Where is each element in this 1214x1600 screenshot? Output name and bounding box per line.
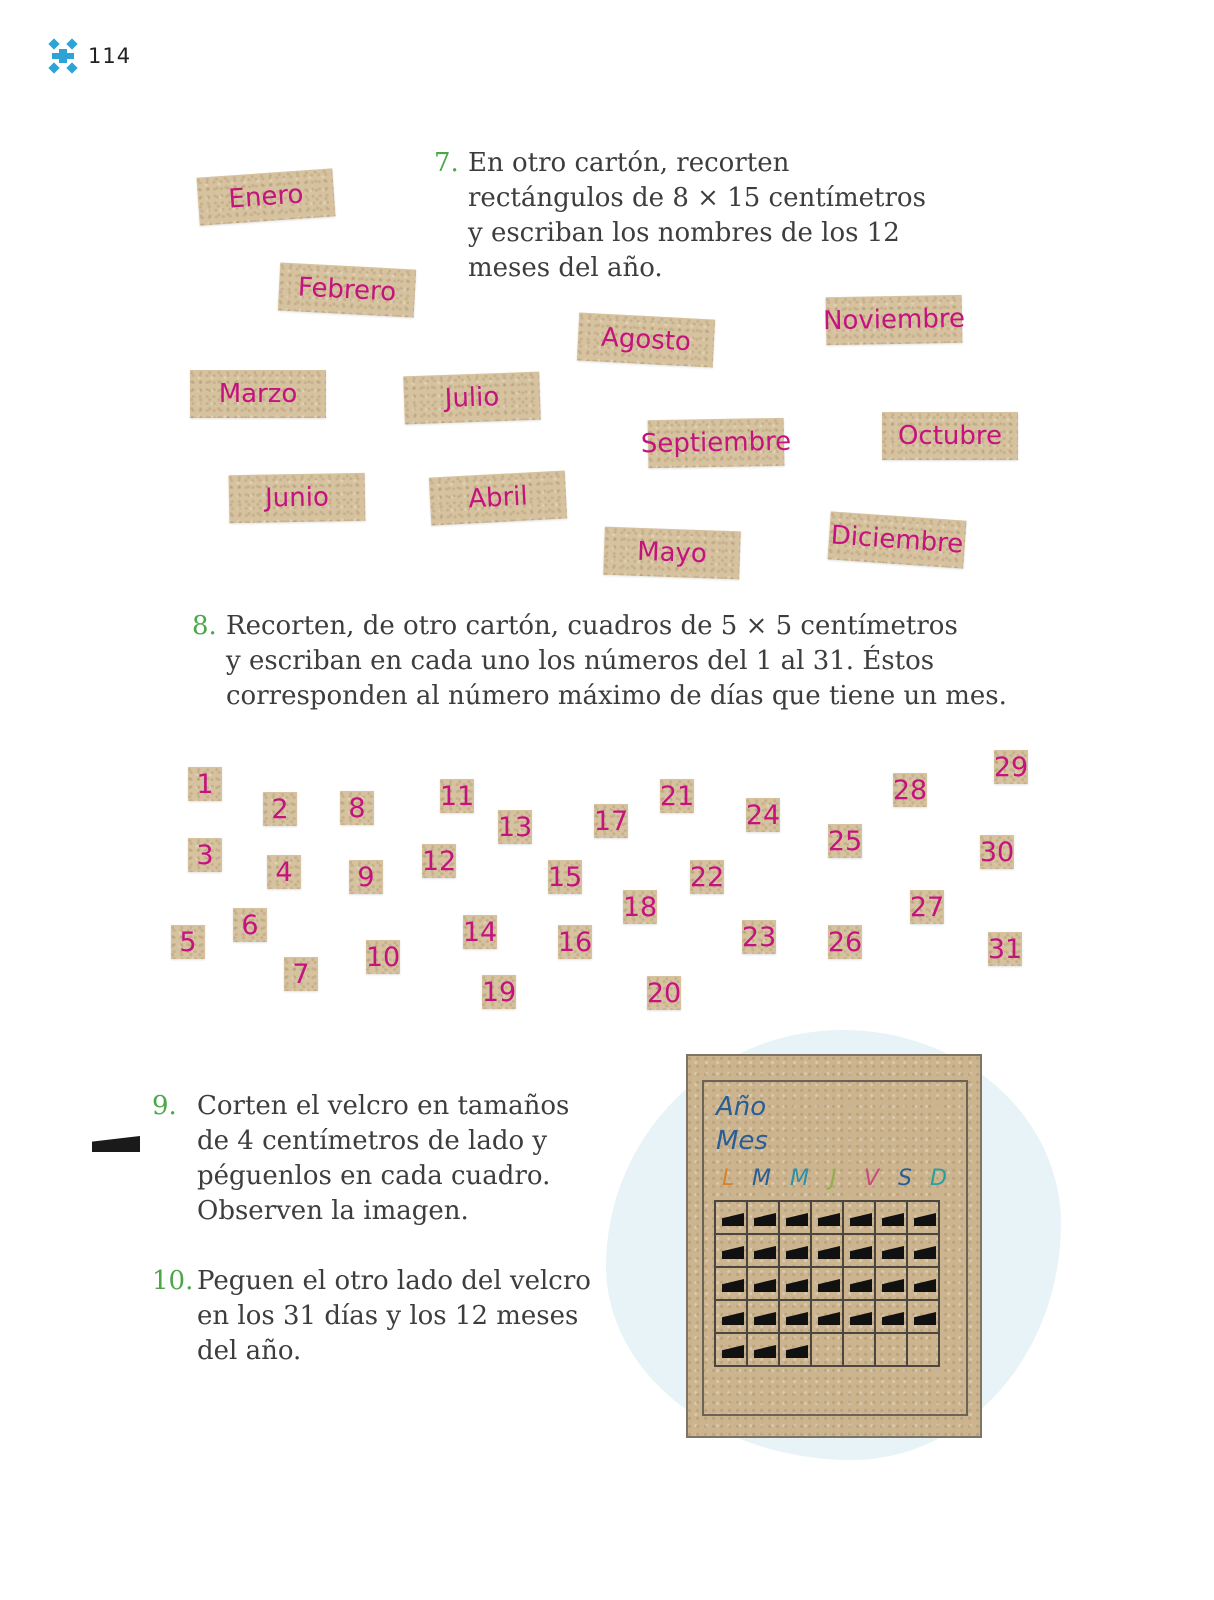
- day-card: 14: [462, 916, 498, 948]
- month-card: Septiembre: [648, 418, 785, 468]
- velcro-piece: [722, 1345, 744, 1358]
- day-card: 26: [827, 926, 863, 958]
- day-card: 31: [987, 933, 1023, 965]
- month-card: Junio: [229, 473, 366, 523]
- day-card: 2: [263, 792, 297, 826]
- day-card: 9: [349, 860, 383, 894]
- month-card: Marzo: [190, 370, 326, 418]
- velcro-piece: [818, 1246, 840, 1259]
- weekday-letter: J: [830, 1166, 837, 1191]
- month-card: Julio: [403, 372, 541, 425]
- page-number: 114: [88, 44, 132, 68]
- day-card: 25: [827, 825, 863, 857]
- step-number: 9.: [152, 1091, 177, 1121]
- month-card: Enero: [196, 168, 335, 225]
- step-text-line: Observen la imagen.: [197, 1196, 469, 1226]
- day-card: 11: [439, 780, 475, 812]
- velcro-piece: [850, 1213, 872, 1226]
- velcro-piece: [722, 1279, 744, 1292]
- calendar-cell: [747, 1201, 779, 1234]
- step-text-line: rectángulos de 8 × 15 centímetros: [468, 183, 926, 213]
- velcro-piece: [914, 1279, 936, 1292]
- velcro-piece: [754, 1279, 776, 1292]
- weekday-letter: L: [722, 1166, 735, 1191]
- month-card: Octubre: [882, 412, 1018, 460]
- step-text-line: En otro cartón, recorten: [468, 148, 790, 178]
- calendar-cell: [907, 1300, 939, 1333]
- day-card: 8: [340, 791, 374, 825]
- day-card: 24: [745, 799, 781, 831]
- calendar-cell: [715, 1234, 747, 1267]
- day-card: 19: [481, 976, 517, 1008]
- calendar-cell: [779, 1234, 811, 1267]
- calendar-cell: [811, 1267, 843, 1300]
- velcro-piece: [850, 1312, 872, 1325]
- velcro-piece: [722, 1213, 744, 1226]
- day-card: 15: [547, 861, 583, 893]
- calendar-cell: [907, 1234, 939, 1267]
- month-card: Diciembre: [827, 511, 966, 568]
- velcro-piece: [754, 1246, 776, 1259]
- calendar-cell: [715, 1333, 747, 1366]
- velcro-piece: [818, 1279, 840, 1292]
- calendar-cell: [843, 1201, 875, 1234]
- step-text-line: Corten el velcro en tamaños: [197, 1091, 570, 1121]
- calendar-cell: [843, 1234, 875, 1267]
- calendar-cell: [811, 1234, 843, 1267]
- day-card: 10: [365, 941, 401, 973]
- velcro-piece: [914, 1246, 936, 1259]
- day-card: 20: [646, 977, 682, 1009]
- calendar-cell: [875, 1201, 907, 1234]
- calendar-cell: [875, 1333, 907, 1366]
- day-card: 7: [284, 957, 318, 991]
- day-card: 4: [267, 855, 301, 889]
- calendar-cell: [779, 1333, 811, 1366]
- step-text-line: Recorten, de otro cartón, cuadros de 5 × 5 centímetros: [226, 611, 958, 641]
- day-card: 29: [993, 751, 1029, 783]
- day-card: 18: [622, 891, 658, 923]
- calendar-cell: [875, 1234, 907, 1267]
- calendar-row: [715, 1201, 939, 1234]
- step-text-line: y escriban los nombres de los 12: [468, 218, 900, 248]
- day-card: 22: [689, 861, 725, 893]
- velcro-piece: [786, 1345, 808, 1358]
- calendar-cell: [811, 1300, 843, 1333]
- step-text-line: del año.: [197, 1336, 302, 1366]
- calendar-cell: [715, 1201, 747, 1234]
- velcro-piece: [722, 1312, 744, 1325]
- step-text-line: en los 31 días y los 12 meses: [197, 1301, 579, 1331]
- velcro-piece: [786, 1246, 808, 1259]
- day-card: 1: [188, 767, 222, 801]
- month-card: Mayo: [603, 527, 741, 580]
- velcro-piece: [914, 1312, 936, 1325]
- calendar-grid: [714, 1200, 940, 1367]
- step-text-line: meses del año.: [468, 253, 663, 283]
- month-card: Noviembre: [826, 295, 963, 345]
- step-number: 10.: [152, 1266, 194, 1296]
- calendar-cell: [779, 1201, 811, 1234]
- calendar-cell: [907, 1267, 939, 1300]
- velcro-piece: [914, 1213, 936, 1226]
- day-card: 28: [892, 774, 928, 806]
- calendar-row: [715, 1300, 939, 1333]
- weekday-letter: M: [752, 1166, 771, 1191]
- step-text-line: de 4 centímetros de lado y: [197, 1126, 548, 1156]
- month-card: Abril: [429, 470, 567, 525]
- weekday-letter: M: [790, 1166, 809, 1191]
- velcro-piece: [818, 1213, 840, 1226]
- month-velcro: [92, 1136, 140, 1152]
- page-header: [48, 38, 131, 74]
- calendar-cell: [875, 1300, 907, 1333]
- calendar-row: [715, 1333, 939, 1366]
- day-card: 27: [909, 891, 945, 923]
- calendar-cell: [747, 1234, 779, 1267]
- velcro-piece: [786, 1279, 808, 1292]
- day-card: 21: [659, 780, 695, 812]
- day-card: 16: [557, 926, 593, 958]
- calendar-cell: [811, 1201, 843, 1234]
- instruction-step-7: [434, 146, 934, 286]
- year-label: Año: [716, 1092, 767, 1122]
- month-card: Febrero: [278, 262, 416, 317]
- step-text-line: péguenlos en cada cuadro.: [197, 1161, 551, 1191]
- step-text-line: Peguen el otro lado del velcro: [197, 1266, 591, 1296]
- day-card: 23: [741, 921, 777, 953]
- calendar-cell: [843, 1333, 875, 1366]
- step-number: 8.: [192, 611, 217, 641]
- calendar-cell: [779, 1300, 811, 1333]
- calendar-cell: [779, 1267, 811, 1300]
- calendar-cell: [875, 1267, 907, 1300]
- step-number: 7.: [434, 148, 459, 178]
- day-card: 3: [188, 838, 222, 872]
- calendar-cell: [843, 1300, 875, 1333]
- calendar-cell: [715, 1300, 747, 1333]
- velcro-piece: [754, 1312, 776, 1325]
- month-card: Agosto: [577, 312, 715, 367]
- day-card: 12: [421, 845, 457, 877]
- velcro-piece: [882, 1279, 904, 1292]
- weekday-letter: V: [864, 1166, 880, 1191]
- velcro-piece: [754, 1213, 776, 1226]
- velcro-piece: [722, 1246, 744, 1259]
- instruction-step-8: [192, 609, 1032, 714]
- calendar-row: [715, 1267, 939, 1300]
- velcro-piece: [754, 1345, 776, 1358]
- velcro-piece: [850, 1279, 872, 1292]
- calendar-cell: [715, 1267, 747, 1300]
- weekday-letter: S: [898, 1166, 912, 1191]
- calendar-cell: [747, 1300, 779, 1333]
- day-card: 13: [497, 811, 533, 843]
- month-label: Mes: [716, 1126, 768, 1156]
- calendar-cell: [907, 1333, 939, 1366]
- instruction-step-9: [152, 1089, 592, 1229]
- step-text-line: corresponden al número máximo de días que tiene un mes.: [226, 681, 1007, 711]
- velcro-piece: [882, 1213, 904, 1226]
- calendar-cell: [747, 1333, 779, 1366]
- calendar-cell: [907, 1201, 939, 1234]
- velcro-piece: [882, 1246, 904, 1259]
- velcro-piece: [818, 1312, 840, 1325]
- calendar-cell: [811, 1333, 843, 1366]
- day-card: 6: [233, 908, 267, 942]
- velcro-piece: [786, 1312, 808, 1325]
- day-card: 30: [979, 836, 1015, 868]
- calendar-cell: [843, 1267, 875, 1300]
- velcro-piece: [786, 1213, 808, 1226]
- velcro-piece: [850, 1246, 872, 1259]
- velcro-piece: [882, 1312, 904, 1325]
- instruction-step-10: [152, 1264, 592, 1369]
- calendar-row: [715, 1234, 939, 1267]
- step-text-line: y escriban en cada uno los números del 1 al 31. Éstos: [226, 646, 935, 676]
- day-card: 5: [171, 925, 205, 959]
- book-logo-icon: [48, 38, 78, 74]
- calendar-cell: [747, 1267, 779, 1300]
- weekday-letter: D: [930, 1166, 947, 1191]
- day-card: 17: [593, 805, 629, 837]
